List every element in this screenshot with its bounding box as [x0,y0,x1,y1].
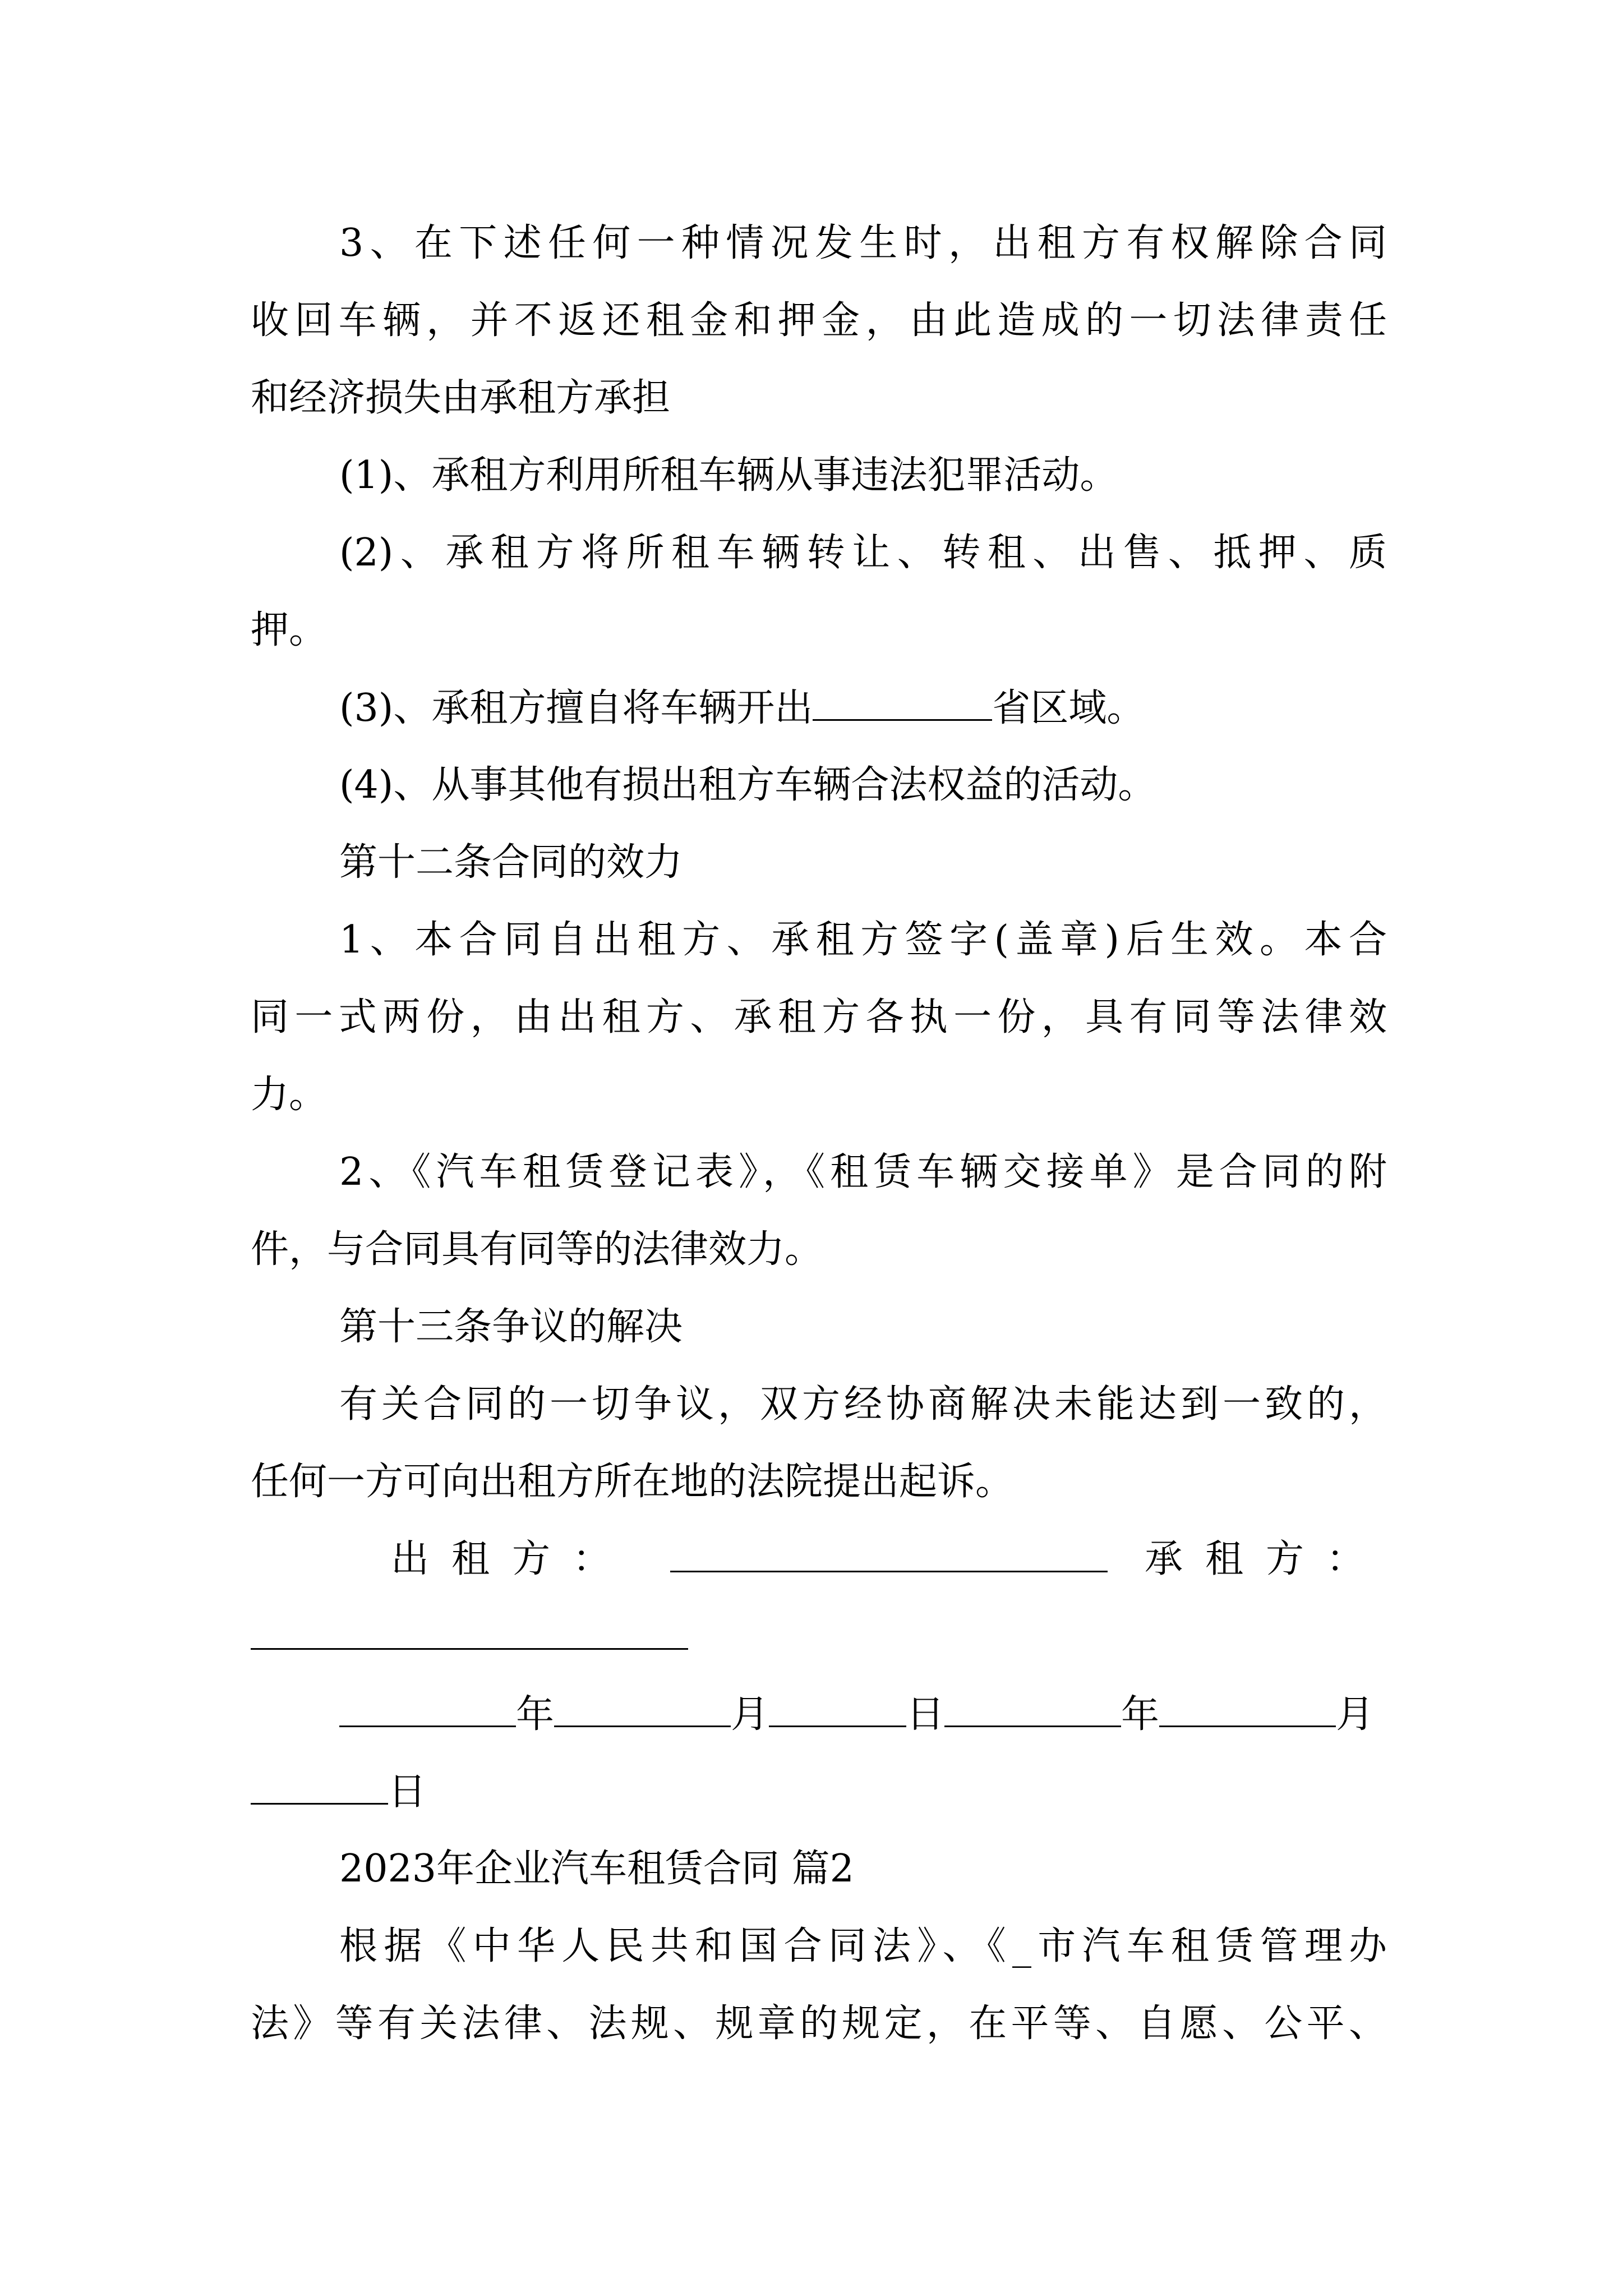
month-label: 月 [731,1692,769,1737]
clause3-item-1: (1)、承租方利用所租车辆从事违法犯罪活动。 [339,453,1118,498]
year-label-2: 年 [1121,1692,1160,1737]
article12-line: 2、《汽车租赁登记表》，《租赁车辆交接单》是合同的附 [339,1150,1387,1194]
lessee-blank [251,1613,688,1650]
day-label: 日 [906,1692,945,1737]
item3-text: (3)、承租方擅自将车辆开出 [339,686,813,730]
year-label: 年 [516,1692,555,1737]
clause3-item-4: (4)、从事其他有损出租方车辆合法权益的活动。 [339,763,1156,807]
clause3-line: 收回车辆，并不返还租金和押金，由此造成的一切法律责任 [251,298,1387,343]
clause3-item-2-cont: 押。 [251,608,328,652]
article12-line: 件，与合同具有同等的法律效力。 [251,1227,823,1272]
month-blank [554,1691,731,1727]
section2-title: 2023年企业汽车租赁合同 篇2 [339,1847,854,1891]
day-row-2 [251,1768,1387,1846]
lessor-label: 出租方： [391,1537,634,1581]
lessee-label: 承租方： [1144,1537,1387,1581]
lessee-blank-row [251,1613,1387,1691]
signature-row [251,1536,1387,1613]
day-blank [769,1691,906,1727]
month-blank-2 [1159,1691,1336,1727]
document-page [251,220,1387,2078]
article13-title: 第十三条争议的解决 [339,1305,683,1349]
article13-line: 任何一方可向出租方所在地的法院提出起诉。 [251,1460,1014,1504]
section2-line: 根据《中华人民共和国合同法》、《_市汽车租赁管理办 [339,1924,1387,1968]
day-label-2: 日 [388,1770,427,1814]
article13-line: 有关合同的一切争议，双方经协商解决未能达到一致的， [339,1382,1387,1427]
article12-line: 力。 [251,1073,328,1117]
clause3-line: 3、在下述任何一种情况发生时，出租方有权解除合同 [339,221,1387,265]
day-blank-2 [251,1768,388,1805]
lessor-blank [670,1536,1108,1572]
date-row [251,1691,1387,1768]
section2-line: 法》等有关法律、法规、规章的规定，在平等、自愿、公平、 [251,2001,1387,2046]
clause3-item-3 [251,684,1387,762]
article12-line: 1、本合同自出租方、承租方签字(盖章)后生效。本合 [339,918,1387,962]
clause3-item-2: (2)、承租方将所租车辆转让、转租、出售、抵押、质 [339,531,1387,575]
year-blank-2 [944,1691,1121,1727]
article12-title: 第十二条合同的效力 [339,840,683,885]
blank-line [813,684,992,721]
year-blank [339,1691,516,1727]
month-label-2: 月 [1336,1692,1375,1737]
item3-text-end: 省区域。 [992,686,1145,730]
clause3-line: 和经济损失由承租方承担 [251,376,671,420]
article12-line: 同一式两份，由出租方、承租方各执一份，具有同等法律效 [251,995,1387,1039]
